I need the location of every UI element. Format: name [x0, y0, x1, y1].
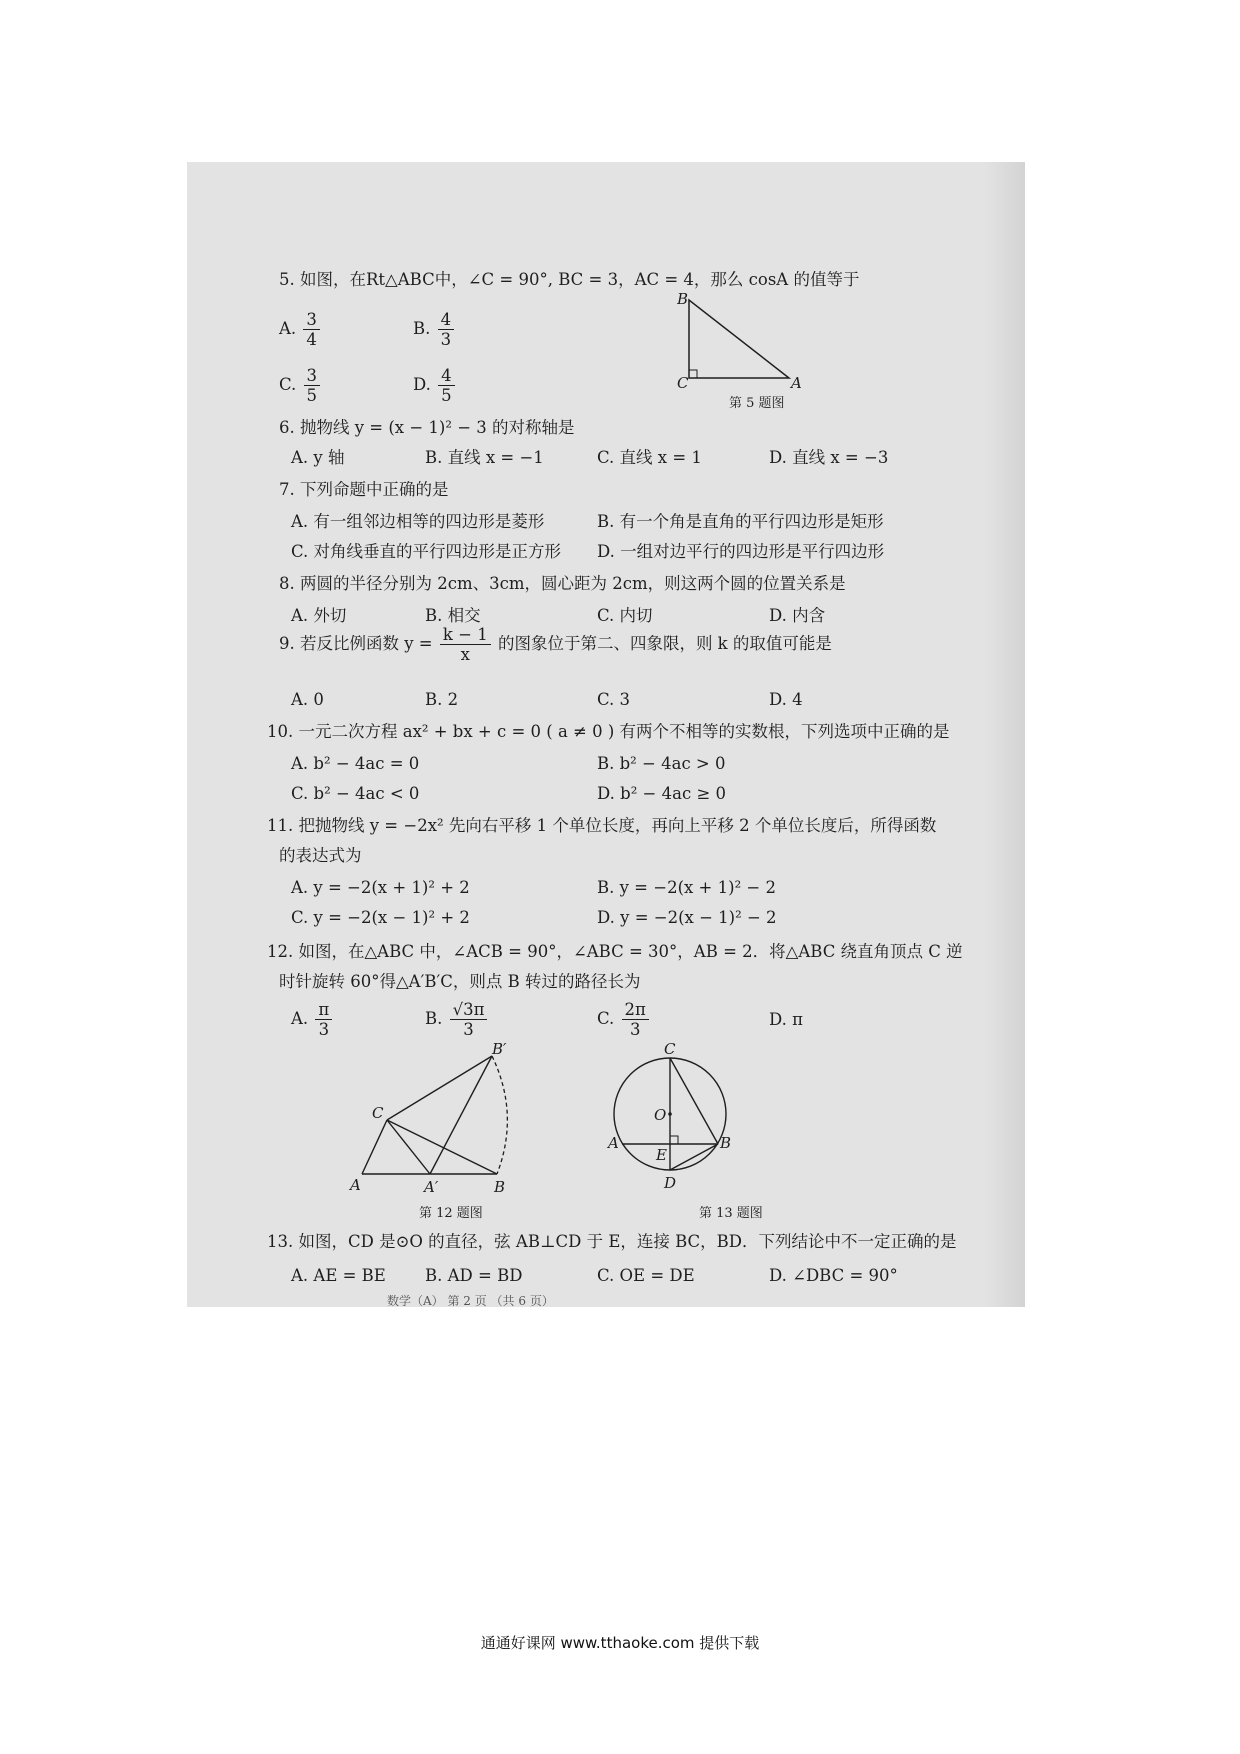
q5-option-a: A. $\frac{3}{4}$	[279, 310, 322, 349]
q5-label-c: C	[677, 374, 689, 390]
q7-option-a: A. 有一组邻边相等的四边形是菱形	[291, 512, 545, 531]
q7-option-c: C. 对角线垂直的平行四边形是正方形	[291, 542, 562, 561]
q9-option-c: C. 3	[597, 690, 631, 709]
q5-caption: 第 5 题图	[729, 396, 785, 411]
q9-stem: 9. 若反比例函数 y = $\frac{k - 1}{x}$ 的图象位于第二、四象限，则 k 的取值可能是	[279, 625, 832, 664]
q13-option-a: A. AE = BE	[291, 1266, 386, 1285]
q8-stem: 8. 两圆的半径分别为 2cm、3cm，圆心距为 2cm，则这两个圆的位置关系是	[279, 574, 846, 593]
q13-label-b: B	[720, 1134, 732, 1152]
q12-rotation-figure	[342, 1042, 542, 1202]
q13-option-b: B. AD = BD	[425, 1266, 523, 1285]
q12-option-b: B. $\frac{√3\pi}{3}$	[425, 1000, 489, 1039]
q5-label-b: B	[677, 290, 689, 308]
q12-option-d: D. π	[769, 1010, 803, 1029]
q13-label-c: C	[664, 1040, 676, 1058]
q12-option-a: A. $\frac{\pi}{3}$	[291, 1000, 334, 1039]
q12-stem-line2: 时针旋转 60°得△A′B′C，则点 B 转过的路径长为	[279, 972, 641, 991]
q9-option-a: A. 0	[291, 690, 324, 709]
q13-label-e: E	[656, 1146, 667, 1164]
q5-label-a: A	[791, 374, 802, 390]
q10-option-d: D. b² − 4ac ≥ 0	[597, 784, 727, 803]
q11-stem-line1: 11. 把抛物线 y = −2x² 先向右平移 1 个单位长度，再向上平移 2 个单位长度后，所得函数	[267, 816, 937, 835]
q6-option-b: B. 直线 x = −1	[425, 448, 544, 467]
q5-option-d: D. $\frac{4}{5}$	[413, 366, 457, 405]
q6-option-c: C. 直线 x = 1	[597, 448, 702, 467]
q8-option-c: C. 内切	[597, 606, 653, 625]
q8-option-d: D. 内含	[769, 606, 826, 625]
q11-option-c: C. y = −2(x − 1)² + 2	[291, 908, 470, 927]
q11-option-b: B. y = −2(x + 1)² − 2	[597, 878, 776, 897]
scanned-page	[187, 162, 1025, 1307]
q12-label-c: C	[372, 1104, 384, 1122]
q12-label-b: B	[494, 1178, 506, 1196]
q5-triangle-figure	[677, 290, 807, 390]
q11-stem-line2: 的表达式为	[279, 846, 362, 865]
page-number: 数学（A） 第 2 页 （共 6 页）	[387, 1294, 554, 1307]
q13-caption: 第 13 题图	[699, 1206, 763, 1221]
q6-stem: 6. 抛物线 y = (x − 1)² − 3 的对称轴是	[279, 418, 575, 437]
q5-option-c: C. $\frac{3}{5}$	[279, 366, 322, 405]
q10-option-a: A. b² − 4ac = 0	[291, 754, 420, 773]
q13-label-d: D	[664, 1174, 677, 1192]
q11-option-d: D. y = −2(x − 1)² − 2	[597, 908, 777, 927]
q13-label-a: A	[608, 1134, 619, 1152]
q13-option-c: C. OE = DE	[597, 1266, 695, 1285]
q10-option-b: B. b² − 4ac > 0	[597, 754, 726, 773]
q7-option-d: D. 一组对边平行的四边形是平行四边形	[597, 542, 885, 561]
q13-option-d: D. ∠DBC = 90°	[769, 1266, 898, 1285]
q6-option-a: A. y 轴	[291, 448, 345, 467]
footer-download-note: 通通好课网 www.tthaoke.com 提供下载	[480, 1634, 760, 1652]
q10-stem: 10. 一元二次方程 ax² + bx + c = 0 ( a ≠ 0 ) 有两个不相等的实数根，下列选项中正确的是	[267, 722, 950, 741]
q12-label-b-prime: B′	[492, 1042, 507, 1058]
q8-option-a: A. 外切	[291, 606, 347, 625]
q5-option-b: B. $\frac{4}{3}$	[413, 310, 456, 349]
q9-option-d: D. 4	[769, 690, 803, 709]
q5-stem: 5. 如图，在Rt△ABC中，∠C = 90°, BC = 3，AC = 4，那么 cosA 的值等于	[279, 270, 860, 289]
q8-option-b: B. 相交	[425, 606, 481, 625]
q11-option-a: A. y = −2(x + 1)² + 2	[291, 878, 470, 897]
q13-stem: 13. 如图，CD 是⊙O 的直径，弦 AB⊥CD 于 E，连接 BC，BD．下列结论中不一定正确的是	[267, 1232, 957, 1251]
q12-caption: 第 12 题图	[419, 1206, 483, 1221]
q6-option-d: D. 直线 x = −3	[769, 448, 889, 467]
q12-label-a: A	[350, 1176, 361, 1194]
q7-option-b: B. 有一个角是直角的平行四边形是矩形	[597, 512, 884, 531]
q9-option-b: B. 2	[425, 690, 459, 709]
q12-label-a-prime: A′	[424, 1178, 439, 1196]
q12-option-c: C. $\frac{2\pi}{3}$	[597, 1000, 651, 1039]
q10-option-c: C. b² − 4ac < 0	[291, 784, 420, 803]
q7-stem: 7. 下列命题中正确的是	[279, 480, 449, 499]
q12-stem-line1: 12. 如图，在△ABC 中，∠ACB = 90°，∠ABC = 30°，AB = 2．将△ABC 绕直角顶点 C 逆	[267, 942, 963, 961]
q13-circle-figure	[602, 1034, 742, 1196]
q13-label-o: O	[654, 1106, 667, 1124]
